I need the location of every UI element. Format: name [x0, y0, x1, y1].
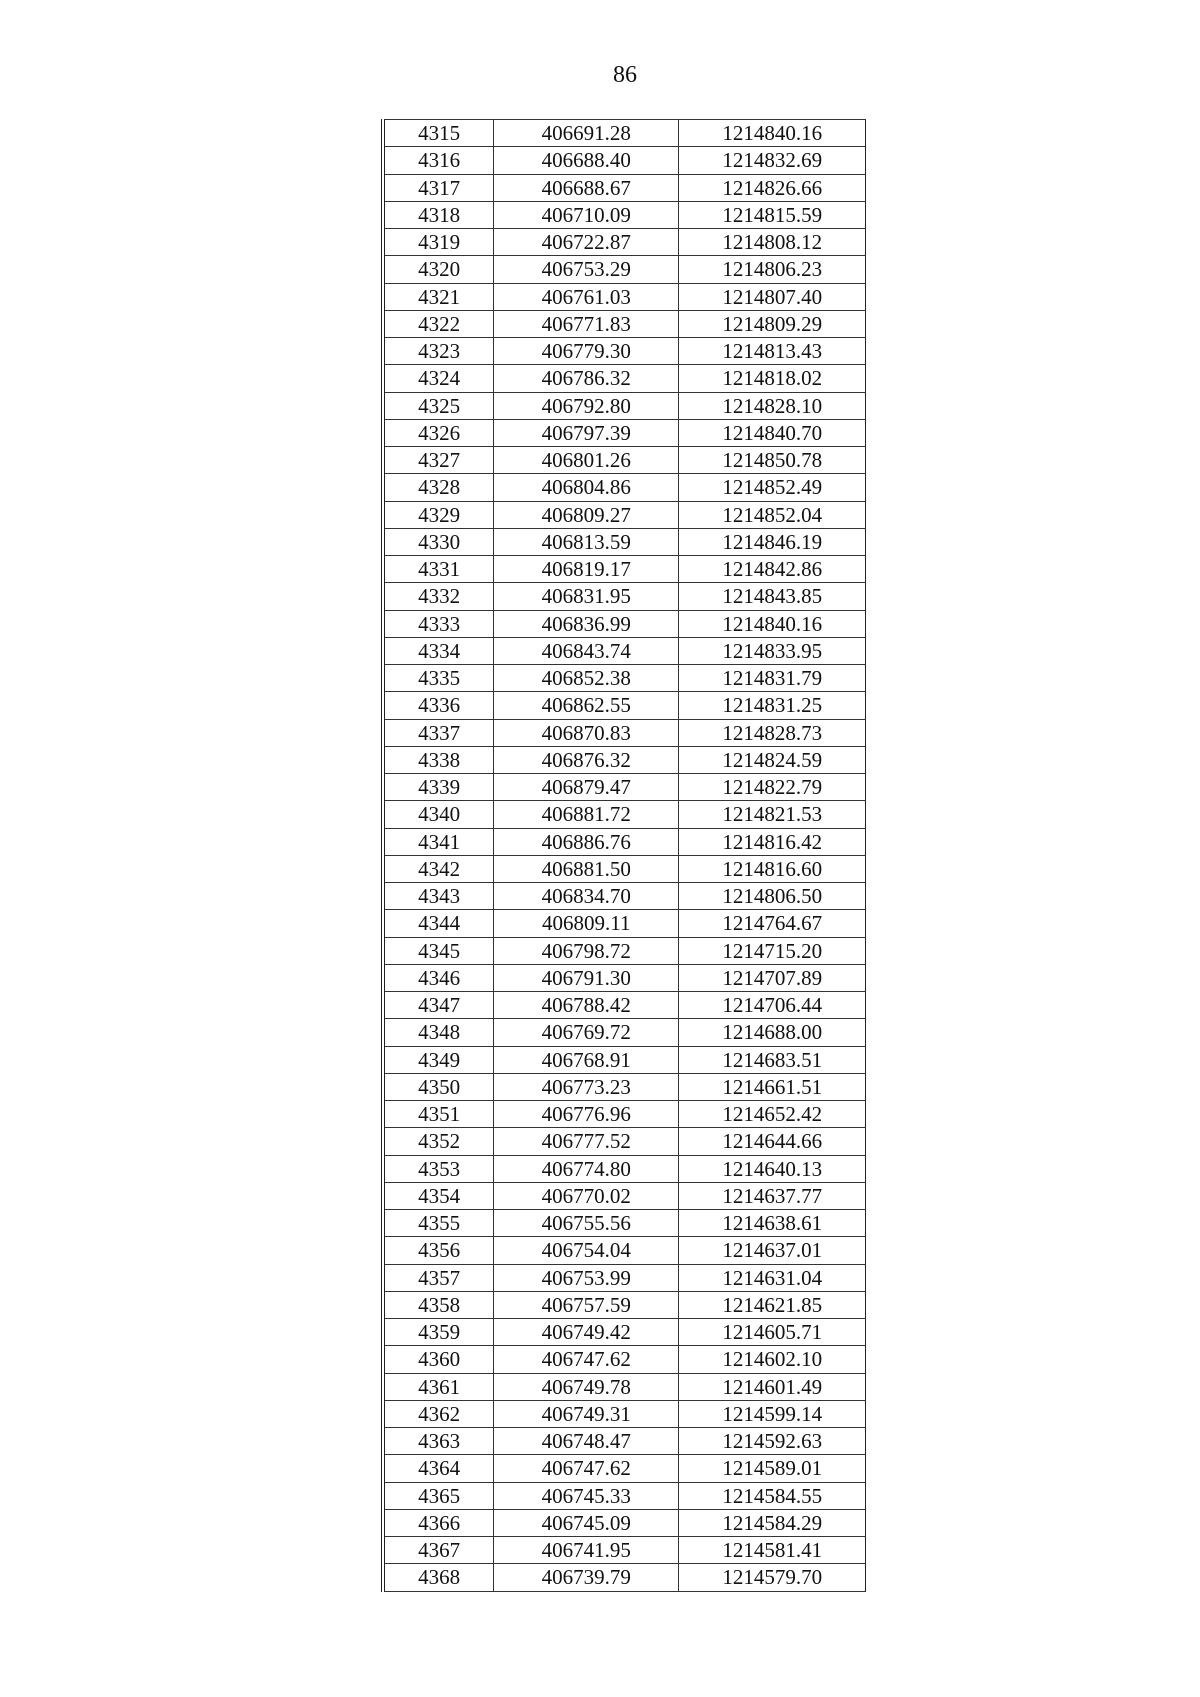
table-row	[383, 801, 866, 828]
table-row	[383, 992, 866, 1019]
table-row	[383, 229, 866, 256]
point-number-cell: 4346	[383, 964, 494, 991]
x-coordinate-cell: 406739.79	[494, 1564, 679, 1591]
y-coordinate-cell: 1214808.12	[679, 229, 866, 256]
y-coordinate-cell: 1214816.42	[679, 828, 866, 855]
table-row	[383, 1509, 866, 1536]
table-row	[383, 1155, 866, 1182]
y-coordinate-cell: 1214852.04	[679, 501, 866, 528]
x-coordinate-cell: 406757.59	[494, 1291, 679, 1318]
y-coordinate-cell: 1214816.60	[679, 855, 866, 882]
y-coordinate-cell: 1214850.78	[679, 447, 866, 474]
x-coordinate-cell: 406834.70	[494, 883, 679, 910]
y-coordinate-cell: 1214707.89	[679, 964, 866, 991]
point-number-cell: 4331	[383, 556, 494, 583]
table-row	[383, 1373, 866, 1400]
point-number-cell: 4333	[383, 610, 494, 637]
point-number-cell: 4350	[383, 1073, 494, 1100]
table-row	[383, 964, 866, 991]
x-coordinate-cell: 406819.17	[494, 556, 679, 583]
table-row	[383, 937, 866, 964]
table-row	[383, 392, 866, 419]
table-row	[383, 1400, 866, 1427]
x-coordinate-cell: 406791.30	[494, 964, 679, 991]
y-coordinate-cell: 1214828.73	[679, 719, 866, 746]
table-row	[383, 556, 866, 583]
table-row	[383, 1346, 866, 1373]
point-number-cell: 4344	[383, 910, 494, 937]
point-number-cell: 4343	[383, 883, 494, 910]
y-coordinate-cell: 1214715.20	[679, 937, 866, 964]
x-coordinate-cell: 406777.52	[494, 1128, 679, 1155]
point-number-cell: 4328	[383, 474, 494, 501]
point-number-cell: 4366	[383, 1509, 494, 1536]
x-coordinate-cell: 406691.28	[494, 120, 679, 147]
y-coordinate-cell: 1214813.43	[679, 338, 866, 365]
point-number-cell: 4323	[383, 338, 494, 365]
x-coordinate-cell: 406870.83	[494, 719, 679, 746]
x-coordinate-cell: 406754.04	[494, 1237, 679, 1264]
point-number-cell: 4326	[383, 419, 494, 446]
point-number-cell: 4365	[383, 1482, 494, 1509]
x-coordinate-cell: 406886.76	[494, 828, 679, 855]
table-row	[383, 1237, 866, 1264]
y-coordinate-cell: 1214833.95	[679, 637, 866, 664]
table-row	[383, 1537, 866, 1564]
point-number-cell: 4324	[383, 365, 494, 392]
table-row	[383, 1482, 866, 1509]
table-row	[383, 447, 866, 474]
point-number-cell: 4330	[383, 528, 494, 555]
point-number-cell: 4321	[383, 283, 494, 310]
table-row	[383, 1128, 866, 1155]
y-coordinate-cell: 1214599.14	[679, 1400, 866, 1427]
x-coordinate-cell: 406786.32	[494, 365, 679, 392]
point-number-cell: 4319	[383, 229, 494, 256]
table-row	[383, 1182, 866, 1209]
point-number-cell: 4354	[383, 1182, 494, 1209]
x-coordinate-cell: 406881.72	[494, 801, 679, 828]
point-number-cell: 4363	[383, 1428, 494, 1455]
point-number-cell: 4355	[383, 1210, 494, 1237]
x-coordinate-cell: 406881.50	[494, 855, 679, 882]
x-coordinate-cell: 406771.83	[494, 310, 679, 337]
point-number-cell: 4356	[383, 1237, 494, 1264]
x-coordinate-cell: 406779.30	[494, 338, 679, 365]
table-row	[383, 665, 866, 692]
y-coordinate-cell: 1214688.00	[679, 1019, 866, 1046]
y-coordinate-cell: 1214706.44	[679, 992, 866, 1019]
x-coordinate-cell: 406797.39	[494, 419, 679, 446]
point-number-cell: 4318	[383, 201, 494, 228]
table-row	[383, 501, 866, 528]
table-row	[383, 883, 866, 910]
x-coordinate-cell: 406722.87	[494, 229, 679, 256]
table-row	[383, 746, 866, 773]
y-coordinate-cell: 1214621.85	[679, 1291, 866, 1318]
table-row	[383, 1564, 866, 1591]
x-coordinate-cell: 406747.62	[494, 1455, 679, 1482]
point-number-cell: 4368	[383, 1564, 494, 1591]
x-coordinate-cell: 406770.02	[494, 1182, 679, 1209]
table-row	[383, 774, 866, 801]
x-coordinate-cell: 406836.99	[494, 610, 679, 637]
point-number-cell: 4345	[383, 937, 494, 964]
point-number-cell: 4362	[383, 1400, 494, 1427]
table-row	[383, 828, 866, 855]
page-number: 86	[613, 62, 637, 88]
x-coordinate-cell: 406688.40	[494, 147, 679, 174]
x-coordinate-cell: 406748.47	[494, 1428, 679, 1455]
table-row	[383, 256, 866, 283]
x-coordinate-cell: 406761.03	[494, 283, 679, 310]
y-coordinate-cell: 1214601.49	[679, 1373, 866, 1400]
coordinates-table	[381, 119, 866, 1592]
x-coordinate-cell: 406774.80	[494, 1155, 679, 1182]
table-row	[383, 1046, 866, 1073]
x-coordinate-cell: 406753.29	[494, 256, 679, 283]
y-coordinate-cell: 1214589.01	[679, 1455, 866, 1482]
table-row	[383, 365, 866, 392]
table-row	[383, 120, 866, 147]
point-number-cell: 4351	[383, 1101, 494, 1128]
point-number-cell: 4334	[383, 637, 494, 664]
y-coordinate-cell: 1214815.59	[679, 201, 866, 228]
x-coordinate-cell: 406745.33	[494, 1482, 679, 1509]
y-coordinate-cell: 1214584.55	[679, 1482, 866, 1509]
y-coordinate-cell: 1214637.01	[679, 1237, 866, 1264]
y-coordinate-cell: 1214826.66	[679, 174, 866, 201]
y-coordinate-cell: 1214852.49	[679, 474, 866, 501]
point-number-cell: 4315	[383, 120, 494, 147]
table-row	[383, 1210, 866, 1237]
table-row	[383, 1319, 866, 1346]
point-number-cell: 4327	[383, 447, 494, 474]
y-coordinate-cell: 1214579.70	[679, 1564, 866, 1591]
table-row	[383, 283, 866, 310]
point-number-cell: 4332	[383, 583, 494, 610]
point-number-cell: 4352	[383, 1128, 494, 1155]
y-coordinate-cell: 1214640.13	[679, 1155, 866, 1182]
x-coordinate-cell: 406843.74	[494, 637, 679, 664]
point-number-cell: 4349	[383, 1046, 494, 1073]
y-coordinate-cell: 1214581.41	[679, 1537, 866, 1564]
table-row	[383, 310, 866, 337]
point-number-cell: 4339	[383, 774, 494, 801]
point-number-cell: 4353	[383, 1155, 494, 1182]
y-coordinate-cell: 1214652.42	[679, 1101, 866, 1128]
table-row	[383, 1101, 866, 1128]
table-row	[383, 338, 866, 365]
table-row	[383, 528, 866, 555]
y-coordinate-cell: 1214602.10	[679, 1346, 866, 1373]
point-number-cell: 4338	[383, 746, 494, 773]
y-coordinate-cell: 1214592.63	[679, 1428, 866, 1455]
table-row	[383, 1264, 866, 1291]
point-number-cell: 4361	[383, 1373, 494, 1400]
point-number-cell: 4348	[383, 1019, 494, 1046]
y-coordinate-cell: 1214840.16	[679, 120, 866, 147]
x-coordinate-cell: 406773.23	[494, 1073, 679, 1100]
y-coordinate-cell: 1214584.29	[679, 1509, 866, 1536]
point-number-cell: 4335	[383, 665, 494, 692]
x-coordinate-cell: 406753.99	[494, 1264, 679, 1291]
point-number-cell: 4358	[383, 1291, 494, 1318]
x-coordinate-cell: 406788.42	[494, 992, 679, 1019]
table-row	[383, 147, 866, 174]
table-row	[383, 1073, 866, 1100]
point-number-cell: 4329	[383, 501, 494, 528]
x-coordinate-cell: 406876.32	[494, 746, 679, 773]
y-coordinate-cell: 1214822.79	[679, 774, 866, 801]
point-number-cell: 4340	[383, 801, 494, 828]
point-number-cell: 4367	[383, 1537, 494, 1564]
point-number-cell: 4341	[383, 828, 494, 855]
table-row	[383, 855, 866, 882]
y-coordinate-cell: 1214683.51	[679, 1046, 866, 1073]
y-coordinate-cell: 1214818.02	[679, 365, 866, 392]
point-number-cell: 4347	[383, 992, 494, 1019]
y-coordinate-cell: 1214840.70	[679, 419, 866, 446]
y-coordinate-cell: 1214644.66	[679, 1128, 866, 1155]
x-coordinate-cell: 406769.72	[494, 1019, 679, 1046]
table-row	[383, 583, 866, 610]
table-row	[383, 474, 866, 501]
point-number-cell: 4360	[383, 1346, 494, 1373]
table-row	[383, 201, 866, 228]
x-coordinate-cell: 406749.42	[494, 1319, 679, 1346]
x-coordinate-cell: 406801.26	[494, 447, 679, 474]
x-coordinate-cell: 406749.31	[494, 1400, 679, 1427]
table-row	[383, 692, 866, 719]
x-coordinate-cell: 406809.27	[494, 501, 679, 528]
y-coordinate-cell: 1214831.79	[679, 665, 866, 692]
table-row	[383, 719, 866, 746]
coordinates-table-body	[383, 120, 866, 1592]
x-coordinate-cell: 406749.78	[494, 1373, 679, 1400]
x-coordinate-cell: 406879.47	[494, 774, 679, 801]
y-coordinate-cell: 1214806.23	[679, 256, 866, 283]
y-coordinate-cell: 1214764.67	[679, 910, 866, 937]
y-coordinate-cell: 1214806.50	[679, 883, 866, 910]
y-coordinate-cell: 1214661.51	[679, 1073, 866, 1100]
table-row	[383, 1428, 866, 1455]
table-row	[383, 1455, 866, 1482]
point-number-cell: 4317	[383, 174, 494, 201]
y-coordinate-cell: 1214605.71	[679, 1319, 866, 1346]
x-coordinate-cell: 406809.11	[494, 910, 679, 937]
table-row	[383, 637, 866, 664]
x-coordinate-cell: 406741.95	[494, 1537, 679, 1564]
y-coordinate-cell: 1214846.19	[679, 528, 866, 555]
x-coordinate-cell: 406768.91	[494, 1046, 679, 1073]
x-coordinate-cell: 406798.72	[494, 937, 679, 964]
y-coordinate-cell: 1214638.61	[679, 1210, 866, 1237]
x-coordinate-cell: 406813.59	[494, 528, 679, 555]
x-coordinate-cell: 406755.56	[494, 1210, 679, 1237]
x-coordinate-cell: 406831.95	[494, 583, 679, 610]
point-number-cell: 4342	[383, 855, 494, 882]
point-number-cell: 4322	[383, 310, 494, 337]
point-number-cell: 4336	[383, 692, 494, 719]
point-number-cell: 4316	[383, 147, 494, 174]
table-row	[383, 610, 866, 637]
y-coordinate-cell: 1214843.85	[679, 583, 866, 610]
y-coordinate-cell: 1214631.04	[679, 1264, 866, 1291]
y-coordinate-cell: 1214831.25	[679, 692, 866, 719]
table-row	[383, 1019, 866, 1046]
x-coordinate-cell: 406792.80	[494, 392, 679, 419]
point-number-cell: 4337	[383, 719, 494, 746]
point-number-cell: 4325	[383, 392, 494, 419]
x-coordinate-cell: 406776.96	[494, 1101, 679, 1128]
point-number-cell: 4320	[383, 256, 494, 283]
x-coordinate-cell: 406688.67	[494, 174, 679, 201]
y-coordinate-cell: 1214840.16	[679, 610, 866, 637]
y-coordinate-cell: 1214821.53	[679, 801, 866, 828]
table-row	[383, 419, 866, 446]
point-number-cell: 4357	[383, 1264, 494, 1291]
x-coordinate-cell: 406852.38	[494, 665, 679, 692]
x-coordinate-cell: 406747.62	[494, 1346, 679, 1373]
y-coordinate-cell: 1214824.59	[679, 746, 866, 773]
y-coordinate-cell: 1214807.40	[679, 283, 866, 310]
table-row	[383, 1291, 866, 1318]
y-coordinate-cell: 1214842.86	[679, 556, 866, 583]
x-coordinate-cell: 406862.55	[494, 692, 679, 719]
y-coordinate-cell: 1214832.69	[679, 147, 866, 174]
y-coordinate-cell: 1214828.10	[679, 392, 866, 419]
table-row	[383, 174, 866, 201]
x-coordinate-cell: 406745.09	[494, 1509, 679, 1536]
point-number-cell: 4364	[383, 1455, 494, 1482]
x-coordinate-cell: 406710.09	[494, 201, 679, 228]
y-coordinate-cell: 1214637.77	[679, 1182, 866, 1209]
x-coordinate-cell: 406804.86	[494, 474, 679, 501]
point-number-cell: 4359	[383, 1319, 494, 1346]
y-coordinate-cell: 1214809.29	[679, 310, 866, 337]
table-row	[383, 910, 866, 937]
